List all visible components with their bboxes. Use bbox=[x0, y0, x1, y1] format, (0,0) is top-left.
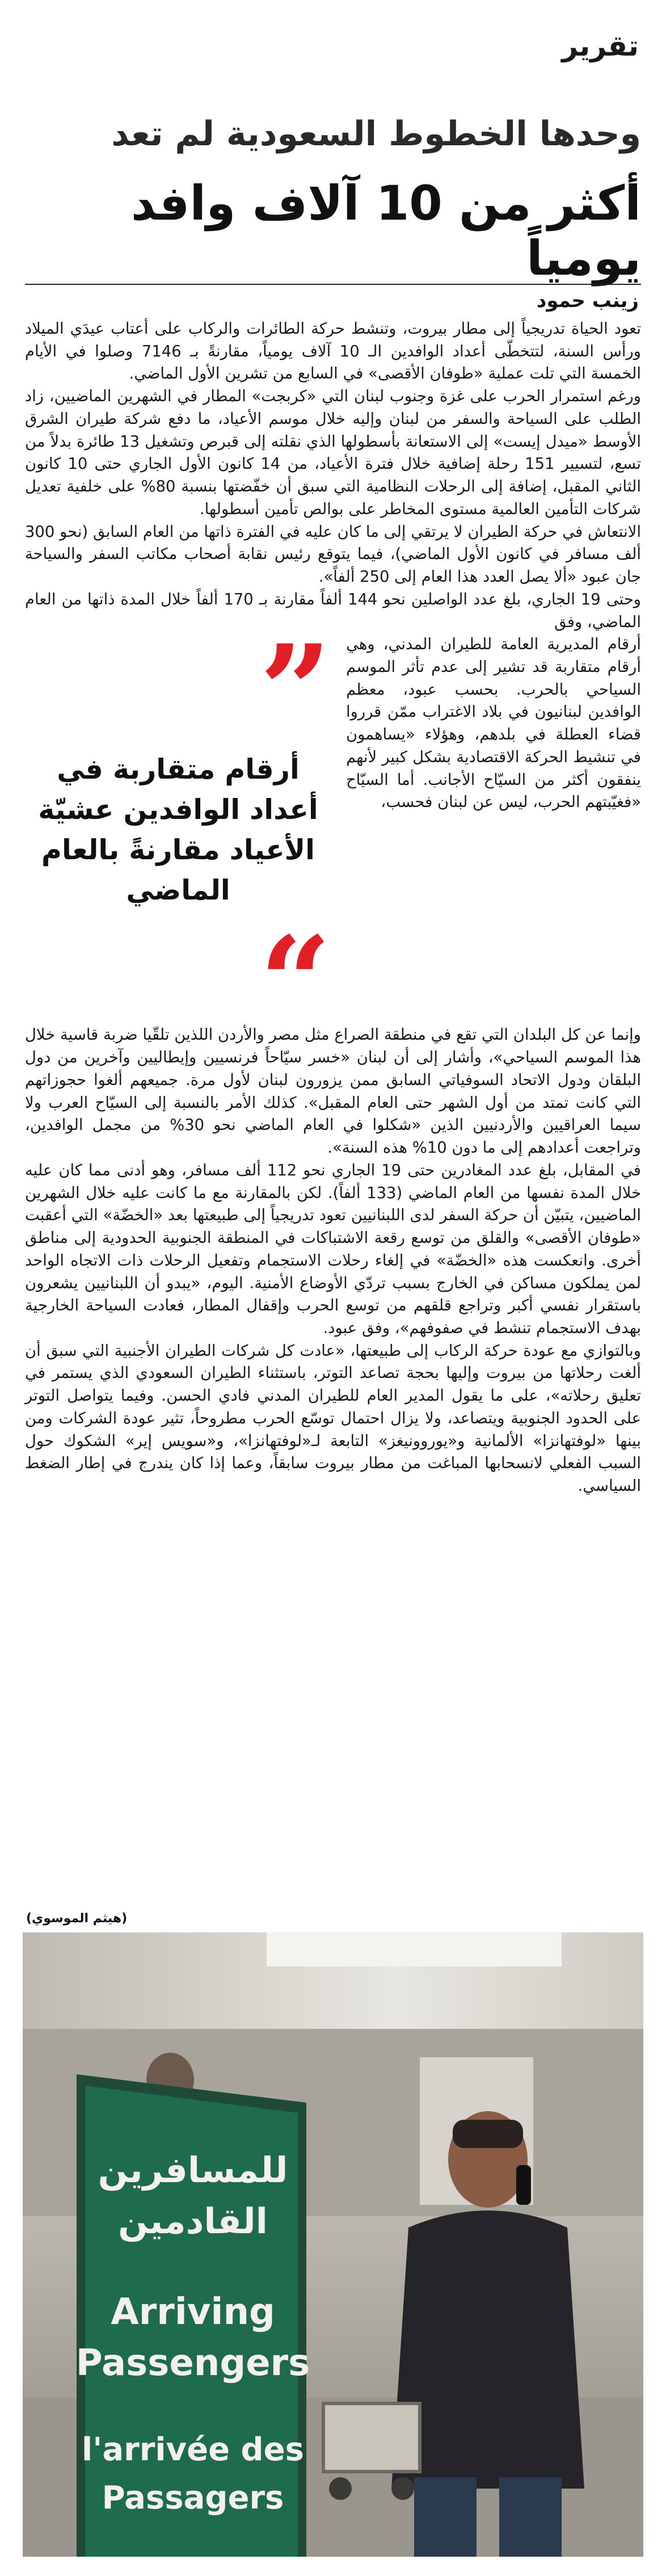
sign-arabic-line1: للمسافرين bbox=[98, 2149, 288, 2191]
article-body bbox=[25, 318, 641, 1498]
paragraph: ورغم استمرار الحرب على غزة وجنوب لبنان التي «كربجت» المطار في الشهرين الماضيين، زاد الطلب على السياحة والسفر من لبنان وإليه خلال موسم الأعياد، ما دفع شركة طيران الشرق الأوسط «ميدل إيست» إلى الاستعانة بأسطولها الذي نقلته إلى قبرص وتشغيل 13 طائرة بدلاً من تسع، لتسيير 151 رحلة إضافية خلال فترة الأعياد، من 14 كانون الأول الجاري حتى 10 كانون الثاني المقبل، إضافة إلى الرحلات النظامية التي سبق أن خفّضتها بنسبة 80% على خلفية تعديل شركات التأمين العالمية مستوى المخاطر على بوالص تأمين أسطولها. bbox=[25, 388, 641, 518]
paragraph: تعود الحياة تدريجياً إلى مطار بيروت، وتنشط حركة الطائرات والركاب على أعتاب عيدَي الميلاد ورأس السنة، لتتخطّى أعداد الوافدين الـ 10 آلاف يومياً، مقارنةً بـ 7146 وصلوا في الأيام الخمسة التي تلت عملية «طوفان الأقصى» في السابع من تشرين الأول الماضي. bbox=[25, 320, 641, 383]
sign-arabic-line2: القادمين bbox=[118, 2200, 268, 2242]
sign-english-line1: Arriving bbox=[111, 2291, 275, 2333]
quote-open-icon: ” bbox=[259, 617, 331, 764]
photo-caption: (هيثم الموسوي) bbox=[26, 1911, 128, 1926]
paragraph: وإنما عن كل البلدان التي تقع في منطقة الصراع مثل مصر والأردن اللذين تلقّيا ضربة قاسية خلال هذا الموسم السياحي»، وأشار إلى أن لبنان «خسر سيّاحاً فرنسيين وإيطاليين وآخرين من دول البلقان ودول الاتحاد السوفياتي السابق ممن يزورون لبنان لأول مرة. جميعهم ألغوا حجوزاتهم التي كانت تمتد من أول الشهر حتى العام المقبل». كذلك الأمر بالنسبة إلى السيّاح العرب ولا سيما العراقيين والأردنيين الذين «شكلوا في العام الماضي نحو 30% من مجمل الوافدين، وتراجعت أعدادهم إلى ما دون 10% هذه السنة». bbox=[25, 1026, 641, 1157]
sign-french-line1: l'arrivée des bbox=[82, 2431, 304, 2468]
pullquote bbox=[25, 617, 331, 1056]
headline-divider bbox=[25, 284, 641, 285]
paragraph: في المقابل، بلغ عدد المغادرين حتى 19 الجاري نحو 112 ألف مسافر، وهو أدنى مما كان عليه خلال المدة نفسها من العام الماضي (133 ألفاً). لكن بالمقارنة مع ما كانت عليه خلال الشهرين الماضيين، يتبيّن أن حركة السفر لدى اللبنانيين تعود تدريجياً إلى طبيعتها بعد «الخضّة» التي أعقبت «طوفان الأقصى» والقلق من توسع رقعة الاشتباكات في المنطقة الجنوبية الحدودية إلى مناطق أخرى. وانعكست هذه «الخضّة» في إلغاء رحلات الاستجمام وتفعيل الرحلات ذات الاتجاه الواحد لمن يملكون مساكن في الخارج بسبب تردّي الأوضاع الأمنية. اليوم، «يبدو أن اللبنانيين يشعرون باستقرار نفسي أكبر وتراجع قلقهم من توسع الحرب وإقفال المطار، فعادت السياحة الخارجية بهدف الاستجمام تنشط في صفوفهم»، وفق عبود. bbox=[25, 1161, 641, 1338]
ceiling-light bbox=[267, 1932, 562, 1966]
sign-french-line2: Passagers bbox=[102, 2480, 284, 2516]
byline: زينب حمود bbox=[536, 289, 639, 312]
headline: أكثر من 10 آلاف وافد يومياً bbox=[130, 175, 641, 286]
section-tag: تقرير bbox=[562, 30, 639, 62]
paragraph: وحتى 19 الجاري، بلغ عدد الواصلين نحو 144 ألفاً مقارنة بـ 170 ألفاً خلال المدة ذاتها من العام الماضي، وفق bbox=[25, 590, 641, 631]
paragraph: أرقام المديرية العامة للطيران المدني، وهي أرقام متقاربة قد تشير إلى عدم تأثر الموسم السياحي بالحرب. بحسب عبود، معظم الوافدين لبنانيون في بلاد الاغتراب ممّن قرروا قضاء العطلة في بلدهم، وهؤلاء «يساهمون في تنشيط الحركة الاقتصادية بشكل كبير لأنهم ينفقون أكثر من السيّاح الأجانب. أما السيّاح «فغيّبتهم الحرب، ليس عن لبنان فحسب، bbox=[346, 636, 641, 812]
article-photo bbox=[23, 1932, 643, 2557]
paragraph: وبالتوازي مع عودة حركة الركاب إلى طبيعتها، «عادت كل شركات الطيران الأجنبية التي سبق أن ألغت رحلاتها من بيروت وإليها بحجة تصاعد التوتر، باستثناء الطيران السعودي الذي يستمر في تعليق رحلاته»، على ما يقول المدير العام للطيران المدني فادي الحسن. وفيما يتواصل التوتر على الحدود الجنوبية ويتصاعد، ولا يزال احتمال توسّع الحرب مطروحاً، تثير عودة الشركات ومن بينها «لوفتهانزا» الألمانية و«يوروونيغز» التابعة لـ«لوفتهانزا»، و«سويس إير» الشكوك حول السبب الفعلي لانسحابها المباغت من مطار بيروت سابقاً، وعما إذا كان يندرج في إطار الضغط السياسي. bbox=[25, 1342, 641, 1495]
paragraph: الانتعاش في حركة الطيران لا يرتقي إلى ما كان عليه في الفترة ذاتها من العام السابق (نحو 300 ألف مسافر في كانون الأول الماضي)، فيما يتوقع رئيس نقابة أصحاب مكاتب السفر والسياحة جان عبود «ألا يصل العدد هذا العام إلى 250 ألفاً». bbox=[25, 523, 641, 586]
kicker: وحدها الخطوط السعودية لم تعد bbox=[111, 114, 641, 154]
pullquote-text: أرقام متقاربة في أعداد الوافدين عشيّة الأعياد مقارنةً بالعام الماضي bbox=[38, 753, 318, 907]
pullquote-row bbox=[25, 617, 641, 1056]
arrivals-sign bbox=[76, 2074, 310, 2557]
quote-close-icon: “ bbox=[259, 909, 331, 1056]
sign-english-line2: Passengers bbox=[75, 2342, 310, 2384]
